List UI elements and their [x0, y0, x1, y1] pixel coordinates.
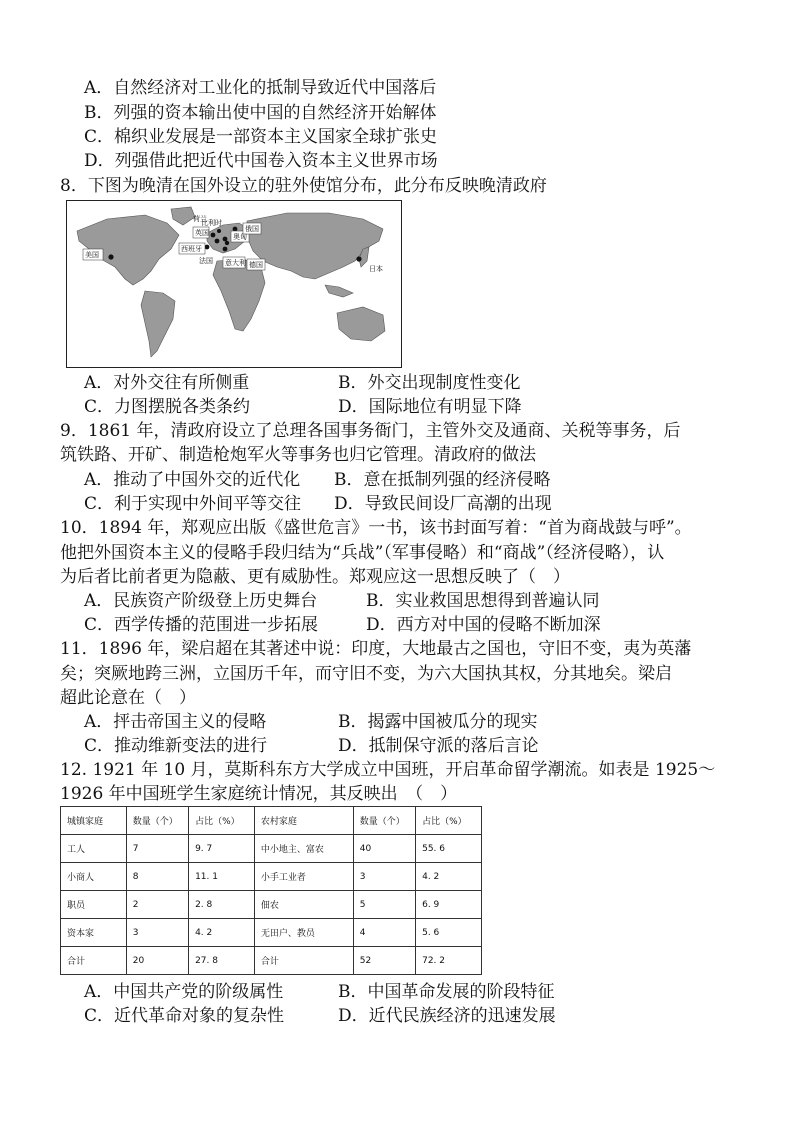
- q7-option-a: A．自然经济对工业化的抵制导致近代中国落后: [84, 78, 437, 98]
- q10-option-d: D．西方对中国的侵略不断加深: [366, 615, 601, 635]
- britain-marker: [211, 233, 216, 238]
- q11-option-d: D．抵制保守派的落后言论: [338, 736, 539, 756]
- table-cell: 8: [126, 863, 188, 891]
- table-row: [61, 863, 482, 891]
- southeast-asia-shape: [325, 285, 353, 297]
- table-header: 农村家庭: [254, 807, 353, 835]
- table-cell: 52: [353, 947, 415, 975]
- table-cell: 55. 6: [416, 835, 482, 863]
- table-cell: 3: [126, 919, 188, 947]
- table-cell: 40: [353, 835, 415, 863]
- spain-marker: [205, 245, 210, 250]
- table-cell: 2: [126, 891, 188, 919]
- map-label-spain: 西班牙: [181, 245, 202, 253]
- table-cell: 合计: [254, 947, 353, 975]
- q12-stem-line2: 1926 年中国班学生家庭统计情况，其反映出 （ ）: [60, 784, 458, 804]
- q10-stem-line2: 他把外国资本主义的侵略手段归结为“兵战”（军事侵略）和“商战”（经济侵略），认: [60, 543, 665, 563]
- map-label-britain: 英国: [195, 229, 209, 237]
- table-cell: 3: [353, 863, 415, 891]
- q7-option-c: C．棉织业发展是一部资本主义国家全球扩张史: [84, 127, 438, 147]
- table-row: [61, 947, 482, 975]
- table-cell: 合计: [61, 947, 127, 975]
- map-label-japan: 日本: [369, 265, 383, 273]
- q11-stem-line2: 矣；突厥地跨三洲，立国历千年，而守旧不变，为六大国执其权，分其地矣。梁启: [60, 664, 672, 684]
- q12-option-d: D．近代民族经济的迅速发展: [338, 1006, 556, 1026]
- q8-option-a: A．对外交往有所侧重: [84, 373, 250, 393]
- map-label-belgium: 比利时: [201, 219, 222, 227]
- q11-option-b: B．揭露中国被瓜分的现实: [338, 712, 538, 732]
- table-header: 占比（%）: [416, 807, 482, 835]
- table-header: 占比（%）: [189, 807, 255, 835]
- table-cell: 5: [353, 891, 415, 919]
- australia-shape: [337, 307, 385, 341]
- south-america-shape: [141, 291, 175, 357]
- table-cell: 4. 2: [189, 919, 255, 947]
- table-header: 数量（个）: [126, 807, 188, 835]
- map-label-france: 法国: [199, 257, 213, 265]
- q9-option-c: C．利于实现中外间平等交往: [84, 494, 302, 514]
- russia-marker: [233, 227, 238, 232]
- q8-stem: 8．下图为晚清在国外设立的驻外使馆分布，此分布反映晚清政府: [60, 176, 547, 196]
- table-cell: 小商人: [61, 863, 127, 891]
- austria-marker: [225, 241, 229, 245]
- map-label-germany: 德国: [249, 261, 263, 269]
- q12-stem-line1: 12. 1921 年 10 月，莫斯科东方大学成立中国班，开启革命留学潮流。如表是 1925～: [60, 760, 716, 780]
- q8-option-b: B．外交出现制度性变化: [338, 373, 521, 393]
- table-row: [61, 919, 482, 947]
- table-cell: 20: [126, 947, 188, 975]
- table-header-row: [61, 807, 482, 835]
- q11-stem-line1: 11．1896 年，梁启超在其著述中说：印度，大地最古之国也，守旧不变，夷为英藩: [60, 639, 692, 659]
- table-header: 城镇家庭: [61, 807, 127, 835]
- q9-option-a: A．推动了中国外交的近代化: [84, 470, 301, 490]
- table-cell: 职员: [61, 891, 127, 919]
- table-cell: 6. 9: [416, 891, 482, 919]
- table-cell: 9. 7: [189, 835, 255, 863]
- table-cell: 27. 8: [189, 947, 255, 975]
- map-label-italy: 意大利: [225, 259, 246, 267]
- q10-option-b: B．实业救国思想得到普遍认同: [366, 591, 600, 611]
- table-cell: 11. 1: [189, 863, 255, 891]
- table-row: [61, 891, 482, 919]
- q7-option-b: B．列强的资本输出使中国的自然经济开始解体: [84, 103, 437, 123]
- world-map-figure: [66, 200, 402, 368]
- table-cell: 无田户、教员: [254, 919, 353, 947]
- map-label-usa: 美国: [85, 251, 99, 259]
- q10-stem-line1: 10．1894 年，郑观应出版《盛世危言》一书，该书封面写着：“首为商战鼓与呼”。: [60, 518, 692, 538]
- usa-marker: [108, 254, 113, 259]
- greenland-shape: [171, 207, 195, 225]
- q11-option-c: C．推动维新变法的进行: [84, 736, 268, 756]
- table-cell: 资本家: [61, 919, 127, 947]
- table-cell: 5. 6: [416, 919, 482, 947]
- table-cell: 4. 2: [416, 863, 482, 891]
- japan-marker: [356, 256, 361, 261]
- q11-option-a: A．抨击帝国主义的侵略: [84, 712, 267, 732]
- italy-marker: [223, 247, 228, 252]
- q12-option-c: C．近代革命对象的复杂性: [84, 1006, 285, 1026]
- table-cell: 2. 8: [189, 891, 255, 919]
- q10-stem-line3: 为后者比前者更为隐蔽、更有威胁性。郑观应这一思想反映了（ ）: [60, 567, 570, 587]
- belgium-marker: [217, 229, 221, 233]
- q12-option-a: A．中国共产党的阶级属性: [84, 982, 284, 1002]
- map-label-austria: 奥匈: [233, 233, 247, 241]
- table-cell: 7: [126, 835, 188, 863]
- map-label-russia: 俄国: [245, 225, 259, 233]
- q11-stem-line3: 超此论意在（ ）: [60, 688, 196, 708]
- q8-option-d: D．国际地位有明显下降: [338, 397, 522, 417]
- table-cell: 72. 2: [416, 947, 482, 975]
- q10-option-c: C．西学传播的范围进一步拓展: [84, 615, 319, 635]
- table-cell: 小手工业者: [254, 863, 353, 891]
- asia-shape: [247, 213, 383, 279]
- q10-option-a: A．民族资产阶级登上历史舞台: [84, 591, 318, 611]
- table-cell: 中小地主、富农: [254, 835, 353, 863]
- table-header: 数量（个）: [353, 807, 415, 835]
- q9-stem-line1: 9．1861 年，清政府设立了总理各国事务衙门，主管外交及通商、关税等事务，后: [60, 421, 681, 441]
- q9-stem-line2: 筑铁路、开矿、制造枪炮军火等事务也归它管理。清政府的做法: [60, 445, 536, 465]
- family-statistics-table: [60, 806, 482, 975]
- france-marker: [215, 239, 220, 244]
- q12-option-b: B．中国革命发展的阶段特征: [338, 982, 555, 1002]
- germany-marker: [223, 237, 228, 242]
- table-row: [61, 835, 482, 863]
- table-cell: 佃农: [254, 891, 353, 919]
- table-cell: 4: [353, 919, 415, 947]
- q8-option-c: C．力图摆脱各类条约: [84, 397, 251, 417]
- q9-option-d: D．导致民间设厂高潮的出现: [334, 494, 552, 514]
- q7-option-d: D．列强借此把近代中国卷入资本主义世界市场: [84, 151, 438, 171]
- map-label-holland: 荷兰: [193, 215, 207, 223]
- q9-option-b: B．意在抵制列强的经济侵略: [334, 470, 551, 490]
- table-cell: 工人: [61, 835, 127, 863]
